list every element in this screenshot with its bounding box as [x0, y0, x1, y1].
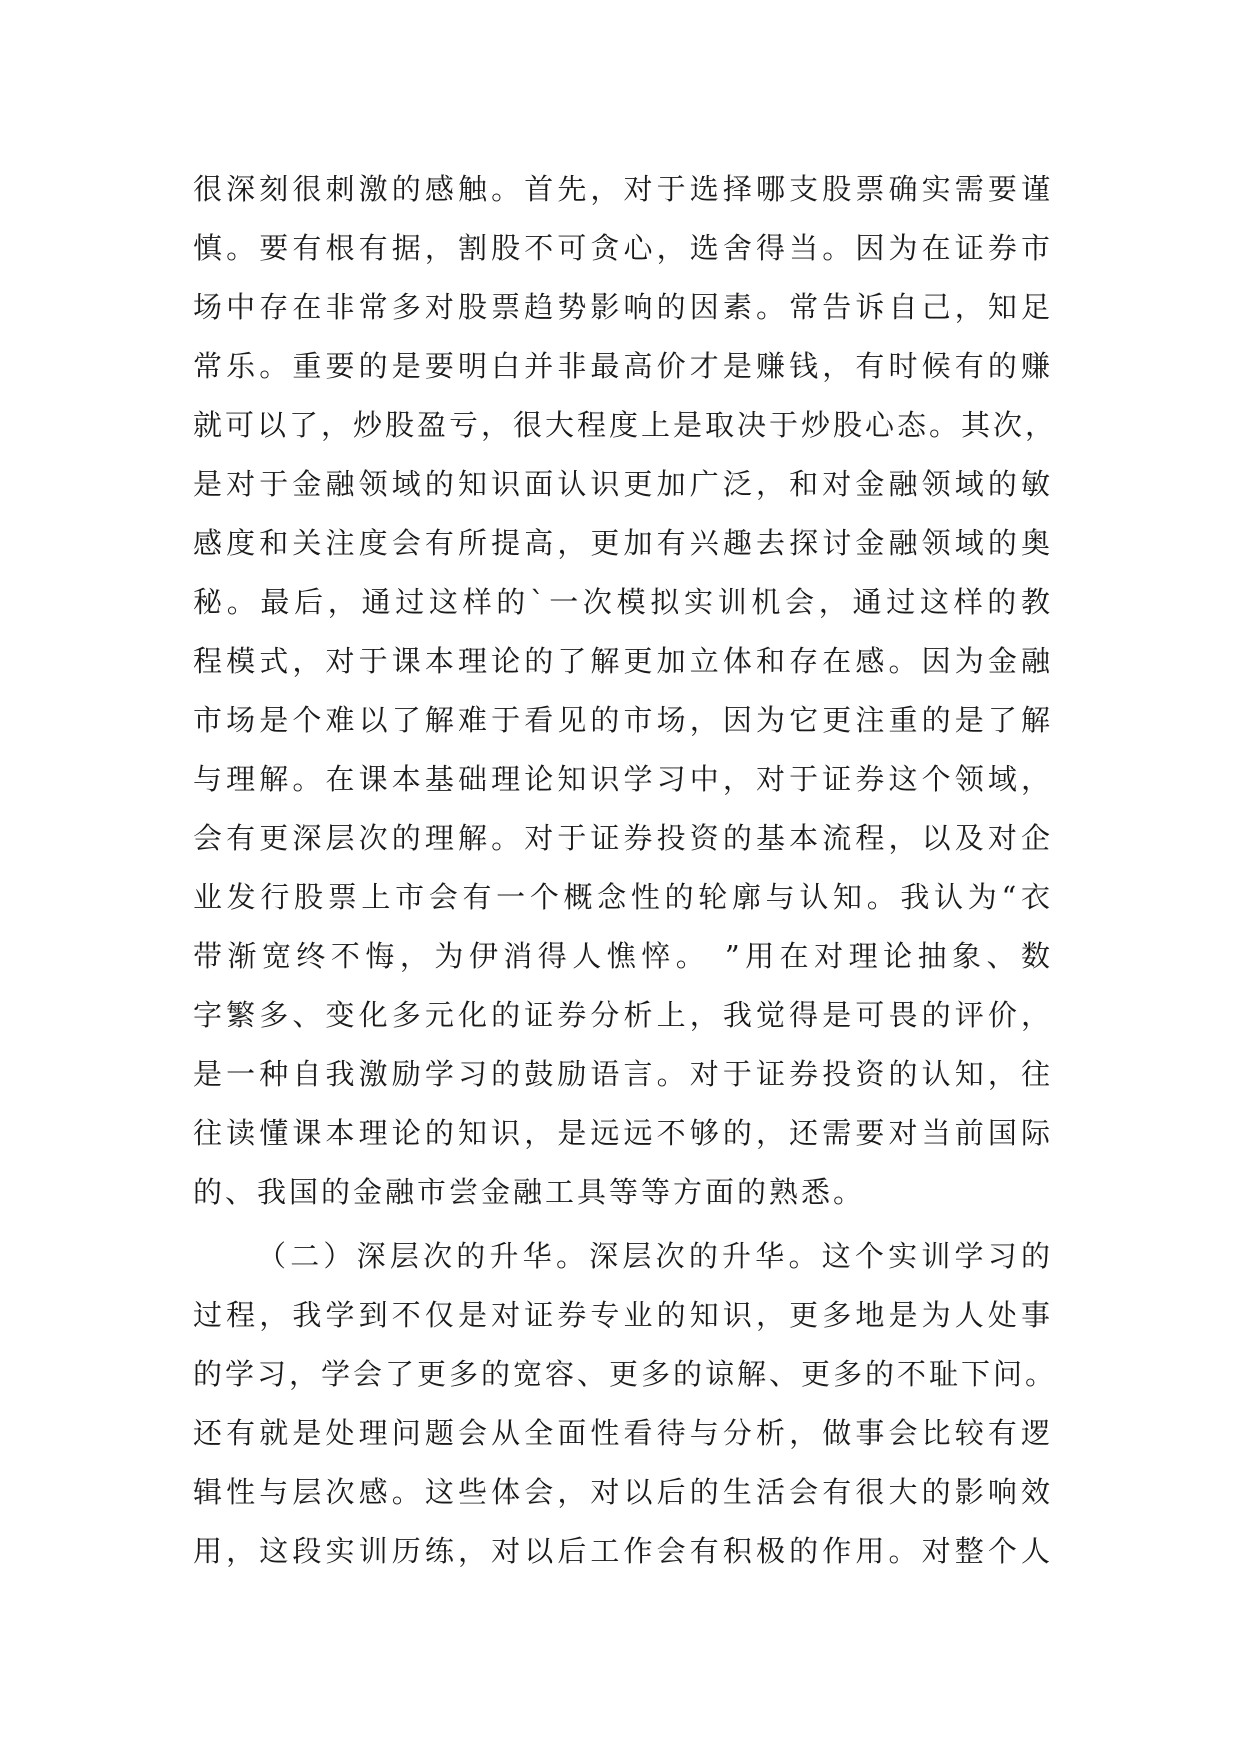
- paragraph-line: 用，这段实训历练，对以后工作会有积极的作用。对整个人: [193, 1534, 1053, 1568]
- paragraph-line: 与理解。在课本基础理论知识学习中，对于证券这个领域，: [193, 762, 1053, 796]
- paragraph-line: 业发行股票上市会有一个概念性的轮廓与认知。我认为“衣: [193, 880, 1053, 914]
- paragraph-line: 很深刻很刺激的感触。首先，对于选择哪支股票确实需要谨: [193, 172, 1053, 206]
- paragraph-line: 感度和关注度会有所提高，更加有兴趣去探讨金融领域的奥: [193, 526, 1053, 560]
- paragraph-line: 场中存在非常多对股票趋势影响的因素。常告诉自己，知足: [193, 290, 1053, 324]
- paragraph-line: 字繁多、变化多元化的证券分析上，我觉得是可畏的评价，: [193, 998, 1053, 1032]
- paragraph-line: 往读懂课本理论的知识，是远远不够的，还需要对当前国际: [193, 1116, 1053, 1150]
- paragraph-line: 的学习，学会了更多的宽容、更多的谅解、更多的不耻下问。: [193, 1357, 1058, 1391]
- paragraph-line: 带渐宽终不悔，为伊消得人憔悴。 ”用在对理论抽象、数: [193, 939, 1053, 973]
- paragraph-line: 是对于金融领域的知识面认识更加广泛，和对金融领域的敏: [193, 467, 1053, 501]
- paragraph-1: [193, 160, 1058, 1222]
- body-text: [193, 160, 1058, 1581]
- paragraph-line: 市场是个难以了解难于看见的市场，因为它更注重的是了解: [193, 703, 1053, 737]
- paragraph-line: 秘。最后，通过这样的`一次模拟实训机会，通过这样的教: [193, 585, 1053, 619]
- paragraph-line: 辑性与层次感。这些体会，对以后的生活会有很大的影响效: [193, 1475, 1053, 1509]
- paragraph-line: 慎。要有根有据，割股不可贪心，选舍得当。因为在证券市: [193, 231, 1053, 265]
- paragraph-line: 会有更深层次的理解。对于证券投资的基本流程，以及对企: [193, 821, 1053, 855]
- paragraph-line: 还有就是处理问题会从全面性看待与分析，做事会比较有逻: [193, 1416, 1053, 1450]
- paragraph-line: 的、我国的金融市尝金融工具等等方面的熟悉。: [193, 1175, 866, 1209]
- paragraph-line: 常乐。重要的是要明白并非最高价才是赚钱，有时候有的赚: [193, 349, 1053, 383]
- paragraph-line: 程模式，对于课本理论的了解更加立体和存在感。因为金融: [193, 644, 1053, 678]
- paragraph-line: （二）深层次的升华。深层次的升华。这个实训学习的: [257, 1239, 1053, 1273]
- paragraph-2: [193, 1227, 1058, 1581]
- paragraph-line: 就可以了，炒股盈亏，很大程度上是取决于炒股心态。其次，: [193, 408, 1058, 442]
- paragraph-line: 是一种自我激励学习的鼓励语言。对于证券投资的认知，往: [193, 1057, 1053, 1091]
- paragraph-line: 过程，我学到不仅是对证券专业的知识，更多地是为人处事: [193, 1298, 1053, 1332]
